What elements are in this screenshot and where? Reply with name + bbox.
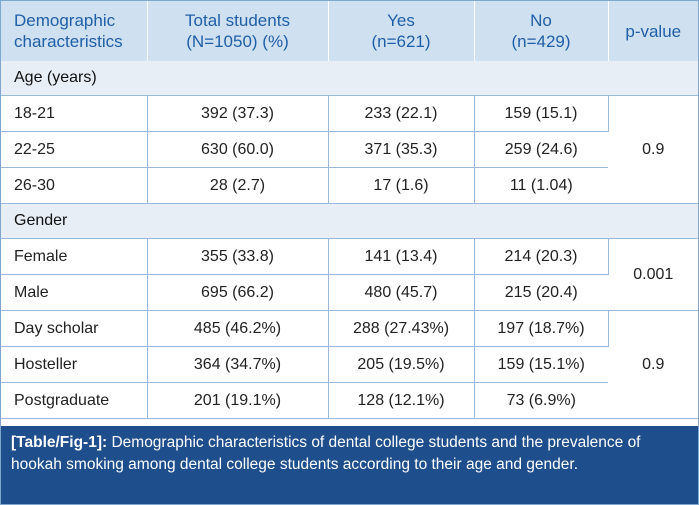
table-row [1, 132, 698, 168]
table-row [1, 239, 698, 275]
row-label: Day scholar [1, 311, 147, 347]
header-demographic [1, 1, 147, 61]
header-yes-line1: Yes [387, 11, 415, 30]
cell-no: 214 (20.3) [474, 239, 608, 275]
row-label: 26-30 [1, 168, 147, 204]
cell-total: 355 (33.8) [147, 239, 328, 275]
section-row-gender [1, 204, 698, 239]
header-demographic-line1: Demographic [14, 11, 116, 30]
header-row [1, 1, 698, 61]
cell-pvalue-residence: 0.9 [608, 311, 698, 419]
cell-total: 630 (60.0) [147, 132, 328, 168]
table-row [1, 311, 698, 347]
cell-pvalue-gender: 0.001 [608, 239, 698, 311]
header-no-line1: No [530, 11, 552, 30]
row-label: Male [1, 275, 147, 311]
cell-yes: 17 (1.6) [328, 168, 474, 204]
figure-caption [1, 426, 698, 504]
cell-total: 485 (46.2%) [147, 311, 328, 347]
header-demographic-line2: characteristics [14, 32, 123, 51]
header-pvalue [608, 1, 698, 61]
caption-text: Demographic characteristics of dental college students and the prevalence of hookah smoking among dental college students according to their age and gender. [11, 434, 641, 473]
table-row [1, 96, 698, 132]
caption-label: [Table/Fig-1]: [11, 434, 108, 451]
cell-no: 11 (1.04) [474, 168, 608, 204]
section-label-gender: Gender [1, 204, 698, 239]
cell-pvalue-age: 0.9 [608, 96, 698, 204]
row-label: 18-21 [1, 96, 147, 132]
header-no-line2: (n=429) [511, 32, 571, 51]
header-pvalue-line1: p-value [625, 21, 682, 41]
cell-yes: 233 (22.1) [328, 96, 474, 132]
table-row [1, 383, 698, 419]
cell-yes: 480 (45.7) [328, 275, 474, 311]
header-total-line2: (N=1050) (%) [186, 32, 289, 51]
cell-no: 73 (6.9%) [474, 383, 608, 419]
row-label: Hosteller [1, 347, 147, 383]
cell-no: 215 (20.4) [474, 275, 608, 311]
cell-no: 159 (15.1%) [474, 347, 608, 383]
header-total-line1: Total students [185, 11, 290, 30]
header-yes-line2: (n=621) [371, 32, 431, 51]
cell-yes: 128 (12.1%) [328, 383, 474, 419]
row-label: Postgraduate [1, 383, 147, 419]
cell-no: 259 (24.6) [474, 132, 608, 168]
demographics-table [1, 1, 698, 419]
cell-no: 197 (18.7%) [474, 311, 608, 347]
section-label-age: Age (years) [1, 61, 698, 96]
table-row [1, 275, 698, 311]
cell-total: 28 (2.7) [147, 168, 328, 204]
section-row-age [1, 61, 698, 96]
row-label: Female [1, 239, 147, 275]
table-row [1, 347, 698, 383]
cell-yes: 371 (35.3) [328, 132, 474, 168]
header-yes [328, 1, 474, 61]
cell-yes: 288 (27.43%) [328, 311, 474, 347]
cell-total: 392 (37.3) [147, 96, 328, 132]
cell-total: 364 (34.7%) [147, 347, 328, 383]
row-label: 22-25 [1, 132, 147, 168]
header-total [147, 1, 328, 61]
cell-yes: 141 (13.4) [328, 239, 474, 275]
cell-yes: 205 (19.5%) [328, 347, 474, 383]
header-no [474, 1, 608, 61]
cell-total: 201 (19.1%) [147, 383, 328, 419]
cell-no: 159 (15.1) [474, 96, 608, 132]
table-row [1, 168, 698, 204]
cell-total: 695 (66.2) [147, 275, 328, 311]
